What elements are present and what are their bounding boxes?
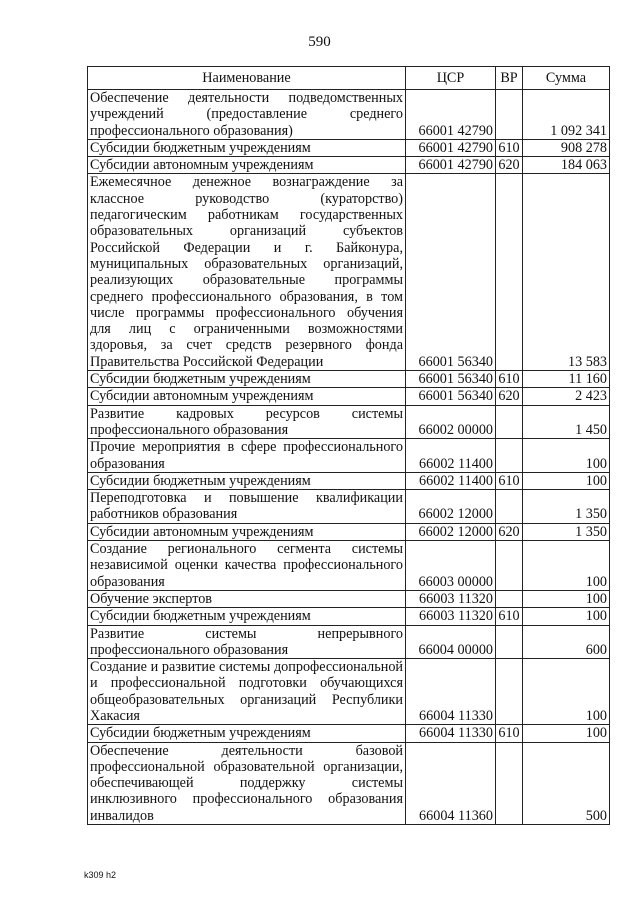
row-sum-cell: 11 160 <box>523 371 610 388</box>
row-csr-cell: 66002 12000 <box>406 523 496 540</box>
row-sum-cell: 2 423 <box>523 388 610 405</box>
row-name-cell: Субсидии бюджетным учреждениям <box>88 725 406 742</box>
row-vr-cell <box>496 439 523 473</box>
header-name: Наименование <box>88 67 406 90</box>
table-row <box>88 90 610 140</box>
row-csr-cell: 66004 00000 <box>406 625 496 659</box>
row-sum-cell: 1 350 <box>523 490 610 524</box>
row-csr-cell: 66001 56340 <box>406 371 496 388</box>
table-row <box>88 625 610 659</box>
row-sum-cell: 100 <box>523 659 610 725</box>
row-sum-cell: 500 <box>523 742 610 824</box>
row-sum-cell: 600 <box>523 625 610 659</box>
row-csr-cell: 66003 11320 <box>406 608 496 625</box>
row-csr-cell: 66003 00000 <box>406 541 496 591</box>
row-vr-cell: 610 <box>496 472 523 489</box>
table-body <box>88 90 610 825</box>
footer-code: k309 h2 <box>84 870 117 880</box>
table-row <box>88 590 610 607</box>
row-csr-cell: 66004 11330 <box>406 659 496 725</box>
row-vr-cell: 610 <box>496 608 523 625</box>
row-name-cell: Развитие системы непрерывного профессионального образования <box>88 625 406 659</box>
row-csr-cell: 66001 56340 <box>406 388 496 405</box>
row-name-cell: Обучение экспертов <box>88 590 406 607</box>
header-row <box>88 67 610 90</box>
header-csr: ЦСР <box>406 67 496 90</box>
table-row <box>88 139 610 156</box>
row-sum-cell: 1 450 <box>523 405 610 439</box>
row-sum-cell: 100 <box>523 472 610 489</box>
row-csr-cell: 66002 11400 <box>406 439 496 473</box>
row-sum-cell: 1 092 341 <box>523 90 610 140</box>
row-sum-cell: 100 <box>523 590 610 607</box>
row-csr-cell: 66002 11400 <box>406 472 496 489</box>
row-sum-cell: 184 063 <box>523 157 610 174</box>
row-csr-cell: 66004 11330 <box>406 725 496 742</box>
row-sum-cell: 100 <box>523 608 610 625</box>
row-vr-cell <box>496 625 523 659</box>
row-vr-cell <box>496 174 523 371</box>
table-row <box>88 608 610 625</box>
table-row <box>88 174 610 371</box>
row-name-cell: Развитие кадровых ресурсов системы профессионального образования <box>88 405 406 439</box>
row-name-cell: Обеспечение деятельности подведомственных учреждений (предоставление среднего профессионального образования) <box>88 90 406 140</box>
row-vr-cell: 610 <box>496 725 523 742</box>
row-name-cell: Субсидии бюджетным учреждениям <box>88 472 406 489</box>
row-vr-cell <box>496 90 523 140</box>
table-row <box>88 541 610 591</box>
row-csr-cell: 66004 11360 <box>406 742 496 824</box>
row-vr-cell <box>496 490 523 524</box>
row-csr-cell: 66003 11320 <box>406 590 496 607</box>
row-name-cell: Субсидии бюджетным учреждениям <box>88 371 406 388</box>
row-sum-cell: 100 <box>523 725 610 742</box>
row-vr-cell: 620 <box>496 523 523 540</box>
row-csr-cell: 66001 42790 <box>406 90 496 140</box>
row-vr-cell <box>496 659 523 725</box>
row-sum-cell: 1 350 <box>523 523 610 540</box>
row-vr-cell: 610 <box>496 371 523 388</box>
table-row <box>88 659 610 725</box>
row-sum-cell: 100 <box>523 439 610 473</box>
row-sum-cell: 908 278 <box>523 139 610 156</box>
row-name-cell: Ежемесячное денежное вознаграждение за классное руководство (кураторство) педагогическим работникам государственных образовательных организаций субъектов Российской Федерации и г. Байконура, муниципальных образовательных организаций, реализующих образовательные программы среднего профессионального образования, в том числе программы профессионального обучения для лиц с ограниченными возможностями здоровья, за счет средств резервного фонда Правительства Российской Федерации <box>88 174 406 371</box>
row-vr-cell <box>496 541 523 591</box>
row-vr-cell: 620 <box>496 388 523 405</box>
row-vr-cell: 620 <box>496 157 523 174</box>
row-csr-cell: 66001 42790 <box>406 157 496 174</box>
row-name-cell: Субсидии бюджетным учреждениям <box>88 139 406 156</box>
row-vr-cell <box>496 405 523 439</box>
table-row <box>88 523 610 540</box>
table-row <box>88 388 610 405</box>
table-row <box>88 439 610 473</box>
table-row <box>88 742 610 824</box>
row-name-cell: Прочие мероприятия в сфере профессионального образования <box>88 439 406 473</box>
table-row <box>88 157 610 174</box>
header-vr: ВР <box>496 67 523 90</box>
row-vr-cell <box>496 742 523 824</box>
table-row <box>88 490 610 524</box>
row-csr-cell: 66001 42790 <box>406 139 496 156</box>
row-vr-cell: 610 <box>496 139 523 156</box>
row-name-cell: Переподготовка и повышение квалификации работников образования <box>88 490 406 524</box>
header-sum: Сумма <box>523 67 610 90</box>
row-sum-cell: 100 <box>523 541 610 591</box>
row-sum-cell: 13 583 <box>523 174 610 371</box>
table-row <box>88 371 610 388</box>
row-vr-cell <box>496 590 523 607</box>
row-name-cell: Субсидии автономным учреждениям <box>88 388 406 405</box>
page-number: 590 <box>308 34 331 50</box>
row-csr-cell: 66001 56340 <box>406 174 496 371</box>
row-name-cell: Субсидии автономным учреждениям <box>88 523 406 540</box>
table-row <box>88 725 610 742</box>
row-name-cell: Создание и развитие системы допрофессиональной и профессиональной подготовки обучающихся общеобразовательных организаций Республики Хакасия <box>88 659 406 725</box>
budget-table <box>87 66 610 825</box>
row-name-cell: Обеспечение деятельности базовой профессиональной образовательной организации, обеспечивающей поддержку системы инклюзивного профессионального образования инвалидов <box>88 742 406 824</box>
row-name-cell: Создание регионального сегмента системы независимой оценки качества профессионального образования <box>88 541 406 591</box>
table-row <box>88 405 610 439</box>
row-name-cell: Субсидии бюджетным учреждениям <box>88 608 406 625</box>
row-csr-cell: 66002 12000 <box>406 490 496 524</box>
table-row <box>88 472 610 489</box>
row-csr-cell: 66002 00000 <box>406 405 496 439</box>
row-name-cell: Субсидии автономным учреждениям <box>88 157 406 174</box>
